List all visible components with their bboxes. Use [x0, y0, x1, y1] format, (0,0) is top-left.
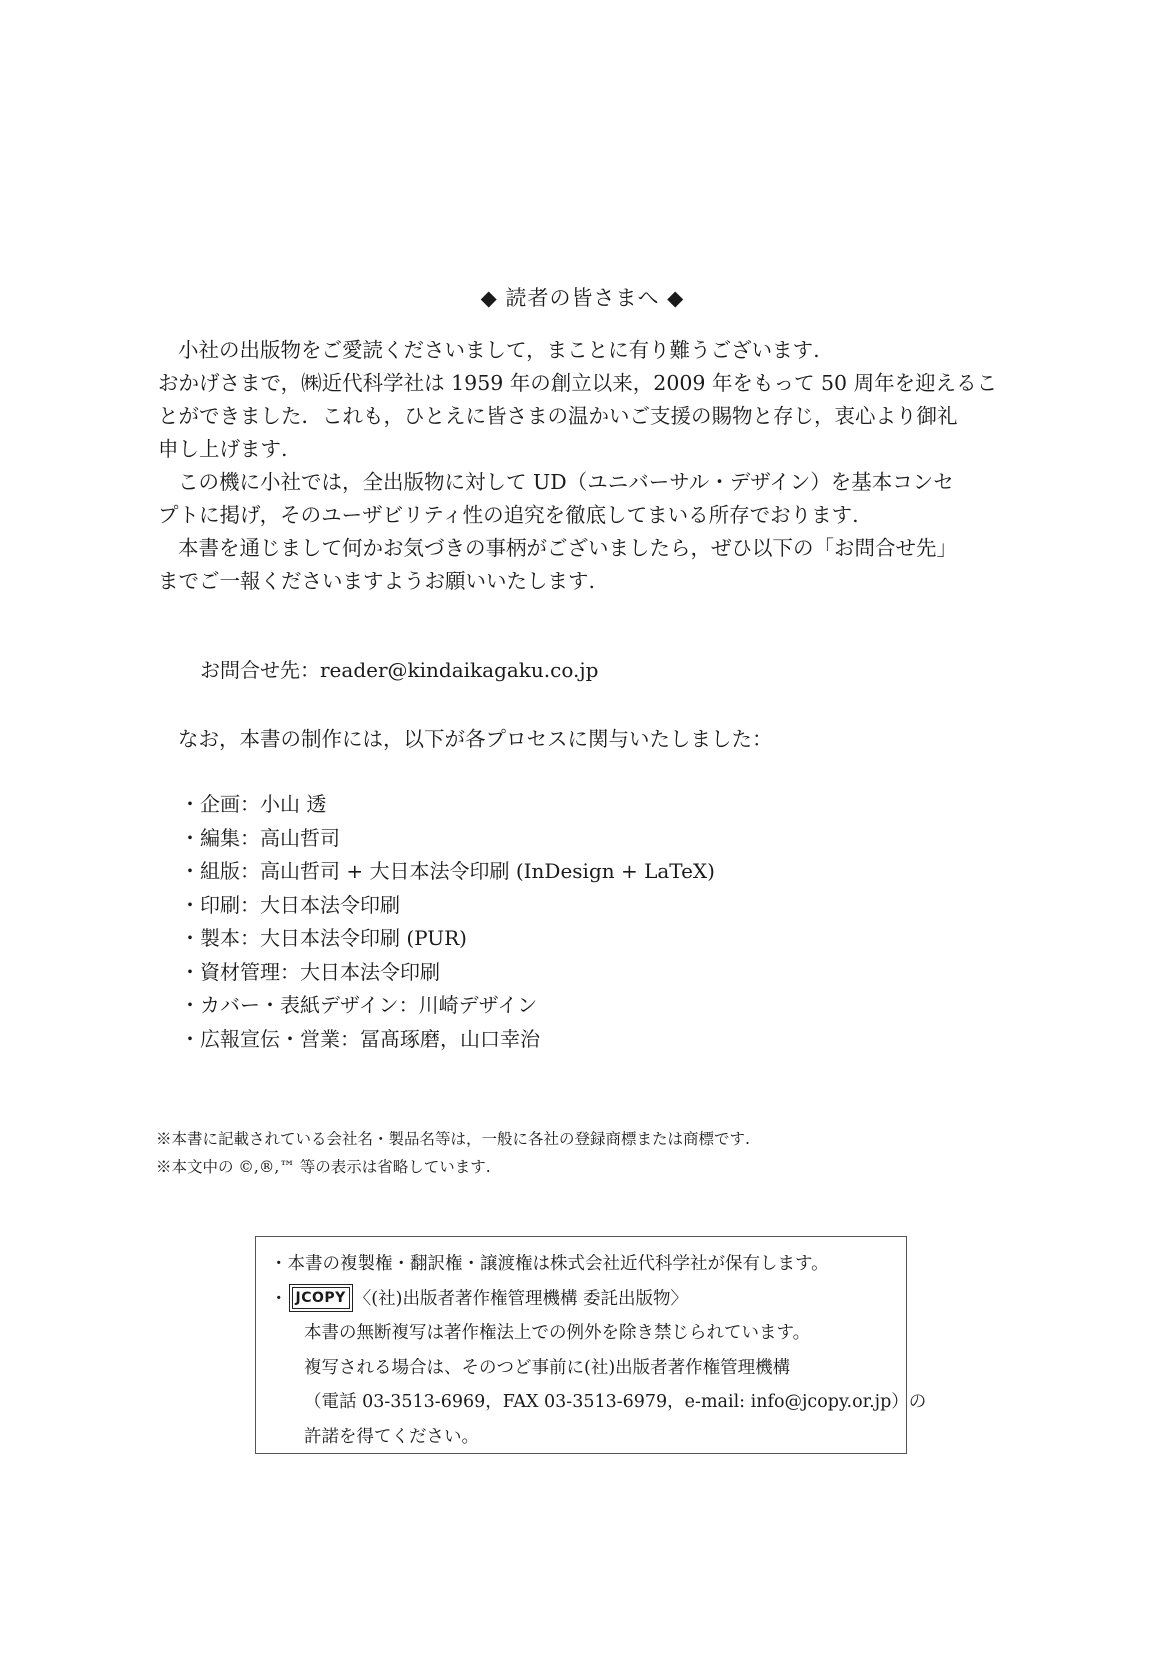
credit-item: ・編集：高山哲司	[180, 825, 340, 850]
contact-line: お問合せ先：reader@kindaikagaku.co.jp	[200, 658, 599, 682]
page-heading: ◆ 読者の皆さまへ ◆	[480, 286, 685, 310]
paragraph-line: 本書を通じまして何かお気づきの事柄がございましたら，ぜひ以下の「お問合せ先」	[178, 536, 957, 560]
bullet: ・	[270, 1288, 288, 1309]
credit-item: ・企画：小山 透	[180, 792, 327, 816]
copyright-line: 複写される場合は、そのつど事前に(社)出版者著作権管理機構	[304, 1357, 791, 1378]
copyright-line: 許諾を得てください。	[304, 1426, 479, 1447]
credit-item: ・資材管理：大日本法令印刷	[180, 959, 440, 984]
trademark-notes	[156, 1125, 750, 1181]
note-line: ※本文中の ©,®,™ 等の表示は省略しています.	[156, 1158, 491, 1176]
paragraph-line: 申し上げます.	[158, 437, 288, 461]
jcopy-text: 〈(社)出版者著作権管理機構 委託出版物〉	[353, 1288, 689, 1309]
production-intro: なお，本書の制作には，以下が各プロセスに関与いたしました：	[178, 727, 773, 751]
paragraph-line: 小社の出版物をご愛読くださいまして，まことに有り難うございます.	[178, 338, 820, 362]
credit-item: ・製本：大日本法令印刷 (PUR)	[180, 926, 467, 950]
paragraph-line: この機に小社では，全出版物に対して UD（ユニバーサル・デザイン）を基本コンセ	[178, 470, 954, 494]
jcopy-line	[270, 1282, 906, 1317]
copyright-line: 本書の無断複写は著作権法上での例外を除き禁じられています。	[304, 1323, 811, 1343]
paragraph-line: プトに掲げ，そのユーザビリティ性の追究を徹底してまいる所存でおります.	[158, 503, 859, 527]
credit-item: ・印刷：大日本法令印刷	[180, 892, 400, 917]
paragraph-line: までご一報くださいますようお願いいたします.	[158, 569, 596, 593]
copyright-line: ・本書の複製権・翻訳権・譲渡権は株式会社近代科学社が保有します。	[270, 1254, 829, 1274]
greeting-body	[158, 334, 1018, 598]
credit-item: ・カバー・表紙デザイン：川崎デザイン	[180, 993, 538, 1017]
copyright-line: （電話 03-3513-6969，FAX 03-3513-6979，e-mail: info@jcopy.or.jp）の	[304, 1392, 927, 1412]
credits-list	[180, 788, 715, 1056]
paragraph-line: とができました．これも，ひとえに皆さまの温かいご支援の賜物と存じ，衷心より御礼	[158, 404, 958, 428]
jcopy-logo: JCOPY	[292, 1287, 350, 1309]
credit-item: ・組版：高山哲司 + 大日本法令印刷 (InDesign + LaTeX)	[180, 859, 715, 883]
copyright-box	[255, 1236, 927, 1454]
note-line: ※本書に記載されている会社名・製品名等は，一般に各社の登録商標または商標です.	[156, 1130, 750, 1148]
credit-item: ・広報宣伝・営業：冨髙琢磨，山口幸治	[180, 1026, 540, 1051]
paragraph-line: おかげさまで，㈱近代科学社は 1959 年の創立以来，2009 年をもって 50 周年を迎えるこ	[158, 371, 998, 395]
